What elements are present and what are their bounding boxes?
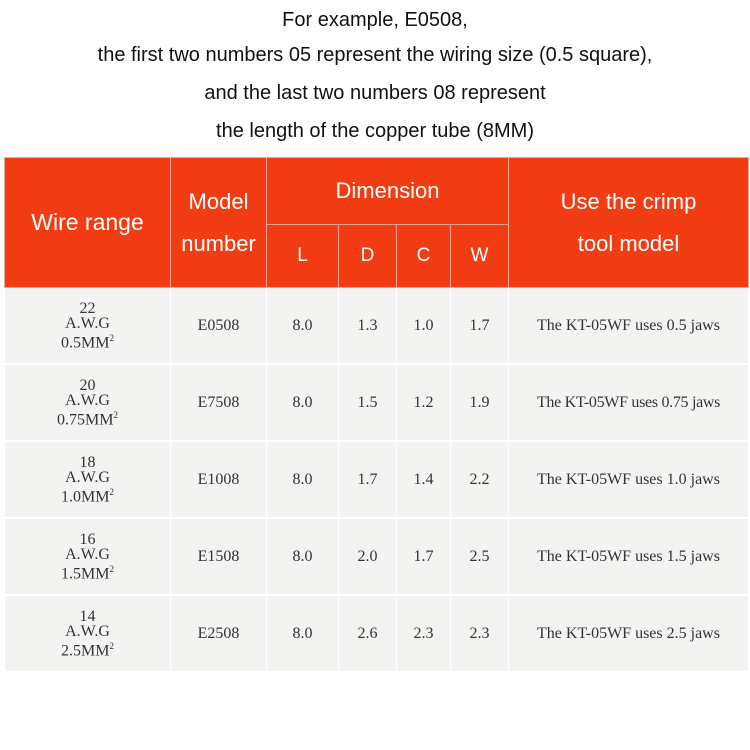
tool-cell: The KT-05WF uses 2.5 jaws <box>509 595 749 672</box>
dim-W-cell: 2.3 <box>451 595 509 672</box>
intro-text <box>0 0 750 150</box>
awg-label: A.W.G <box>65 314 110 332</box>
table-row <box>5 441 749 518</box>
dim-C-cell: 1.0 <box>397 288 451 365</box>
header-W: W <box>451 225 509 288</box>
intro-line: For example, E0508, <box>282 9 468 31</box>
unit-superscript: 2 <box>109 332 114 343</box>
dim-C-cell: 1.4 <box>397 441 451 518</box>
table-body <box>5 288 749 673</box>
dim-L-cell: 8.0 <box>267 288 339 365</box>
header-crimp-tool <box>509 158 749 288</box>
dim-W-cell: 2.2 <box>451 441 509 518</box>
dim-L-cell: 8.0 <box>267 441 339 518</box>
awg-label: A.W.G <box>65 545 110 563</box>
tool-cell: The KT-05WF uses 1.5 jaws <box>509 518 749 595</box>
table-row <box>5 518 749 595</box>
spec-table <box>4 157 749 673</box>
dim-C-cell: 2.3 <box>397 595 451 672</box>
model-cell: E0508 <box>171 288 267 365</box>
wire-size: 2.5MM <box>61 642 110 660</box>
tool-cell: The KT-05WF uses 1.0 jaws <box>509 441 749 518</box>
dim-W-cell: 1.7 <box>451 288 509 365</box>
model-cell: E1008 <box>171 441 267 518</box>
dim-L-cell: 8.0 <box>267 364 339 441</box>
awg-label: A.W.G <box>65 391 110 409</box>
table-header <box>5 158 749 288</box>
awg-label: A.W.G <box>65 622 110 640</box>
intro-line: and the last two numbers 08 represent <box>204 82 546 104</box>
awg-number: 14 <box>79 607 96 625</box>
unit-superscript: 2 <box>109 640 114 651</box>
dim-D-cell: 2.6 <box>339 595 397 672</box>
wire-size: 1.5MM <box>61 565 110 583</box>
model-cell: E2508 <box>171 595 267 672</box>
wire-size: 0.75MM <box>57 411 114 429</box>
awg-number: 16 <box>79 530 96 548</box>
header-L: L <box>267 225 339 288</box>
unit-superscript: 2 <box>109 486 114 497</box>
header-model-number <box>171 158 267 288</box>
dim-D-cell: 1.3 <box>339 288 397 365</box>
unit-superscript: 2 <box>109 563 114 574</box>
dim-W-cell: 2.5 <box>451 518 509 595</box>
awg-number: 22 <box>79 299 96 317</box>
table-row <box>5 595 749 672</box>
header-model-line2: number <box>181 230 256 256</box>
wire-range-cell <box>5 288 171 365</box>
header-tool-line1: Use the crimp <box>560 188 697 214</box>
intro-line: the first two numbers 05 represent the wiring size (0.5 square), <box>97 44 653 66</box>
table-row <box>5 288 749 365</box>
header-C: C <box>397 225 451 288</box>
dim-W-cell: 1.9 <box>451 364 509 441</box>
header-D: D <box>339 225 397 288</box>
wire-range-cell <box>5 441 171 518</box>
dim-C-cell: 1.2 <box>397 364 451 441</box>
wire-size: 0.5MM <box>61 334 110 352</box>
unit-superscript: 2 <box>113 409 118 420</box>
dim-L-cell: 8.0 <box>267 595 339 672</box>
table-row <box>5 364 749 441</box>
tool-cell: The KT-05WF uses 0.5 jaws <box>509 288 749 365</box>
header-tool-line2: tool model <box>577 230 680 256</box>
header-dimension: Dimension <box>267 158 509 225</box>
wire-range-cell <box>5 595 171 672</box>
dim-C-cell: 1.7 <box>397 518 451 595</box>
awg-label: A.W.G <box>65 468 110 486</box>
awg-number: 20 <box>79 376 96 394</box>
wire-range-cell <box>5 518 171 595</box>
dim-L-cell: 8.0 <box>267 518 339 595</box>
dim-D-cell: 1.7 <box>339 441 397 518</box>
model-cell: E1508 <box>171 518 267 595</box>
wire-range-cell <box>5 364 171 441</box>
awg-number: 18 <box>79 453 96 471</box>
dim-D-cell: 2.0 <box>339 518 397 595</box>
wire-size: 1.0MM <box>61 488 110 506</box>
intro-line: the length of the copper tube (8MM) <box>216 120 534 142</box>
tool-cell: The KT-05WF uses 0.75 jaws <box>509 364 749 441</box>
header-model-line1: Model <box>188 188 249 214</box>
header-wire-range: Wire range <box>5 158 171 288</box>
model-cell: E7508 <box>171 364 267 441</box>
dim-D-cell: 1.5 <box>339 364 397 441</box>
